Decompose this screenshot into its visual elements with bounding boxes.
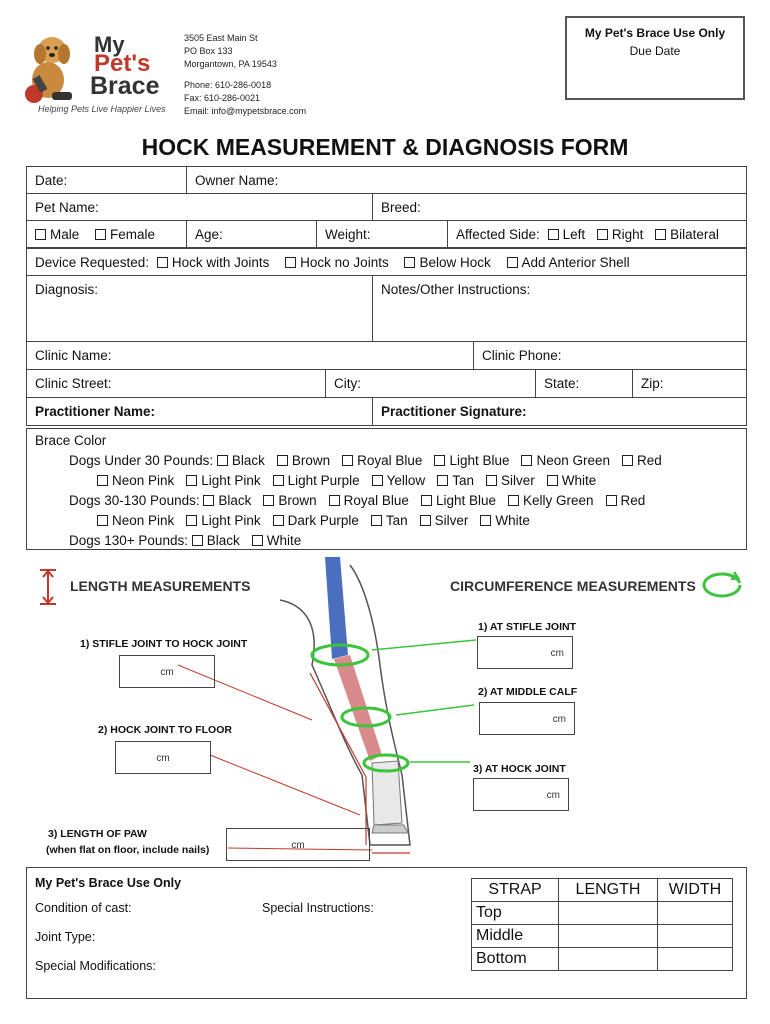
length3-note: (when flat on floor, include nails): [46, 844, 210, 856]
midb-checkbox-3[interactable]: [371, 515, 382, 526]
over130-options: [192, 533, 314, 548]
circ1-label: 1) AT STIFLE JOINT: [478, 621, 577, 633]
device-requested-label: Device Requested:: [35, 255, 150, 270]
form-title: HOCK MEASUREMENT & DIAGNOSIS FORM: [141, 134, 629, 160]
mid-checkbox-4[interactable]: [508, 495, 519, 506]
under30b-option-label: Tan: [452, 473, 474, 488]
under30-option-label: Light Blue: [449, 453, 510, 468]
midb-checkbox-2[interactable]: [273, 515, 284, 526]
under30b-option-0[interactable]: [97, 473, 174, 488]
under30b-option-2[interactable]: [273, 473, 360, 488]
midb-option-5[interactable]: [480, 513, 530, 528]
under30b-checkbox-2[interactable]: [273, 475, 284, 486]
mid-checkbox-0[interactable]: [203, 495, 214, 506]
under30-option-label: Black: [231, 453, 265, 468]
dog-logo-icon: [24, 30, 94, 108]
special-instructions-label: Special Instructions:: [262, 901, 374, 915]
strap-row-top: Top: [472, 902, 559, 925]
midb-option-label: Dark Purple: [287, 513, 359, 528]
owner-name-field[interactable]: [186, 166, 747, 194]
hock-no-joints-label: Hock no Joints: [300, 255, 389, 270]
clinic-name-field[interactable]: [26, 341, 474, 370]
under30-options-row2: [35, 471, 738, 491]
length1-unit: cm: [160, 667, 174, 678]
age-label: Age:: [195, 227, 223, 242]
bilateral-checkbox[interactable]: [655, 229, 666, 240]
under30-label: Dogs Under 30 Pounds:: [69, 453, 214, 468]
clinic-phone-label: Clinic Phone:: [482, 348, 562, 363]
brace-color-title: Brace Color: [35, 433, 107, 448]
circ3-input[interactable]: [473, 778, 569, 811]
mid-checkbox-3[interactable]: [421, 495, 432, 506]
under30-option-3[interactable]: [434, 453, 509, 468]
mid-checkbox-5[interactable]: [606, 495, 617, 506]
office-use-box[interactable]: [565, 16, 745, 100]
under30-checkbox-3[interactable]: [434, 455, 445, 466]
address-phone: Phone: 610-286-0018: [184, 80, 272, 90]
notes-field[interactable]: [372, 275, 747, 342]
mid-option-label: Royal Blue: [343, 493, 409, 508]
pet-name-field[interactable]: [26, 193, 373, 221]
below-hock-option[interactable]: [404, 255, 490, 270]
address-po: PO Box 133: [184, 46, 233, 56]
top-length-cell[interactable]: [559, 902, 658, 925]
circ2-unit: cm: [552, 714, 566, 725]
affected-side-field: [447, 220, 747, 248]
middle-length-cell[interactable]: [559, 925, 658, 948]
under30-option-label: Brown: [291, 453, 331, 468]
mid-label: Dogs 30-130 Pounds:: [69, 493, 200, 508]
under30-option-0[interactable]: [217, 453, 265, 468]
over130-option-1[interactable]: [252, 533, 302, 548]
over130-option-label: Black: [206, 533, 240, 548]
breed-label: Breed:: [381, 200, 421, 215]
under30b-option-1[interactable]: [186, 473, 260, 488]
hock-joints-label: Hock with Joints: [171, 255, 270, 270]
owner-name-label: Owner Name:: [195, 173, 279, 188]
due-date-label: Due Date: [629, 44, 681, 58]
under30b-checkbox-5[interactable]: [486, 475, 497, 486]
under30b-option-3[interactable]: [372, 473, 426, 488]
under30b-option-label: Light Purple: [287, 473, 360, 488]
circ1-unit: cm: [550, 648, 564, 659]
midb-checkbox-0[interactable]: [97, 515, 108, 526]
bilateral-label: Bilateral: [670, 227, 719, 242]
under30-option-label: Red: [637, 453, 662, 468]
under30b-option-6[interactable]: [547, 473, 597, 488]
under30-checkbox-5[interactable]: [622, 455, 633, 466]
under30b-checkbox-0[interactable]: [97, 475, 108, 486]
under30b-option-label: Silver: [500, 473, 535, 488]
male-checkbox[interactable]: [35, 229, 46, 240]
midb-option-label: Tan: [385, 513, 408, 528]
mid-option-2[interactable]: [329, 493, 409, 508]
under30-checkbox-1[interactable]: [277, 455, 288, 466]
mid-option-3[interactable]: [421, 493, 496, 508]
over130-option-label: White: [266, 533, 302, 548]
left-label: Left: [562, 227, 586, 242]
strap-row-middle: Middle: [472, 925, 559, 948]
mid-option-4[interactable]: [508, 493, 594, 508]
midb-option-2[interactable]: [273, 513, 359, 528]
anterior-shell-checkbox[interactable]: [507, 257, 518, 268]
mid-options-row2: [35, 511, 738, 531]
over130-checkbox-0[interactable]: [192, 535, 203, 546]
diagnosis-field[interactable]: [26, 275, 373, 342]
brand-pets: Pet's: [94, 50, 151, 77]
anterior-shell-option[interactable]: [507, 255, 630, 270]
practitioner-name-field[interactable]: [26, 397, 373, 426]
female-option[interactable]: [95, 227, 155, 242]
mid-option-5[interactable]: [606, 493, 646, 508]
strap-table: [471, 878, 733, 971]
date-field[interactable]: [26, 166, 187, 194]
female-checkbox[interactable]: [95, 229, 106, 240]
midb-checkbox-5[interactable]: [480, 515, 491, 526]
midb-option-label: Silver: [434, 513, 469, 528]
under30-option-5[interactable]: [622, 453, 662, 468]
length-header: LENGTH: [559, 879, 658, 902]
breed-field[interactable]: [372, 193, 747, 221]
below-hock-label: Below Hock: [419, 255, 491, 270]
circ2-input[interactable]: [479, 702, 575, 735]
strap-header: STRAP: [472, 879, 559, 902]
notes-label: Notes/Other Instructions:: [381, 282, 531, 297]
address-email: Email: info@mypetsbrace.com: [184, 106, 307, 116]
length-title: LENGTH MEASUREMENTS: [70, 578, 251, 594]
circumference-title: CIRCUMFERENCE MEASUREMENTS: [450, 578, 696, 594]
under30b-option-label: Yellow: [386, 473, 426, 488]
midb-checkbox-1[interactable]: [186, 515, 197, 526]
city-label: City:: [334, 376, 361, 391]
brand-tagline: Helping Pets Live Happier Lives: [38, 104, 166, 114]
brand-my: My: [94, 32, 125, 57]
condition-label: Condition of cast:: [35, 901, 132, 915]
right-checkbox[interactable]: [597, 229, 608, 240]
address-fax: Fax: 610-286-0021: [184, 93, 261, 103]
state-label: State:: [544, 376, 580, 391]
under30-option-1[interactable]: [277, 453, 330, 468]
length1-input[interactable]: [119, 655, 215, 688]
brace-color-section: [26, 428, 747, 550]
midb-option-label: White: [495, 513, 530, 528]
hock-no-joints-checkbox[interactable]: [285, 257, 296, 268]
over130-option-0[interactable]: [192, 533, 240, 548]
under30-options-row1: [217, 453, 674, 468]
mid-option-label: Black: [218, 493, 252, 508]
male-option[interactable]: [35, 227, 79, 242]
under30b-option-label: White: [561, 473, 597, 488]
special-modifications-label: Special Modifications:: [35, 959, 156, 973]
top-width-cell[interactable]: [658, 902, 733, 925]
under30b-checkbox-1[interactable]: [186, 475, 197, 486]
midb-option-label: Light Pink: [201, 513, 261, 528]
under30b-checkbox-6[interactable]: [547, 475, 558, 486]
bottom-width-cell[interactable]: [658, 948, 733, 971]
bottom-length-cell[interactable]: [559, 948, 658, 971]
affected-side-label: Affected Side:: [456, 227, 540, 242]
mid-option-label: Brown: [278, 493, 317, 508]
right-label: Right: [611, 227, 644, 242]
clinic-phone-field[interactable]: [473, 341, 747, 370]
address-street: 3505 East Main St: [184, 33, 258, 43]
length2-input[interactable]: [115, 741, 211, 774]
length3-label: 3) LENGTH OF PAW: [48, 828, 147, 840]
below-hock-checkbox[interactable]: [404, 257, 415, 268]
clinic-street-label: Clinic Street:: [35, 376, 112, 391]
state-field[interactable]: [535, 369, 633, 398]
circ1-input[interactable]: [477, 636, 573, 669]
hock-joints-option[interactable]: [157, 255, 270, 270]
mid-option-label: Kelly Green: [522, 493, 594, 508]
under30b-option-label: Light Pink: [201, 473, 261, 488]
male-label: Male: [50, 227, 80, 242]
under30b-option-label: Neon Pink: [112, 473, 175, 488]
practitioner-name-label: Practitioner Name:: [35, 404, 156, 419]
logo: [20, 28, 170, 120]
hock-joints-checkbox[interactable]: [157, 257, 168, 268]
under30b-option-4[interactable]: [437, 473, 474, 488]
midb-option-4[interactable]: [420, 513, 469, 528]
clinic-street-field[interactable]: [26, 369, 326, 398]
mid-options-row1: [203, 493, 657, 508]
under30-option-label: Neon Green: [536, 453, 611, 468]
strap-row-bottom: Bottom: [472, 948, 559, 971]
left-checkbox[interactable]: [548, 229, 559, 240]
hock-no-joints-option[interactable]: [285, 255, 389, 270]
weight-field[interactable]: [316, 220, 448, 248]
diagnosis-label: Diagnosis:: [35, 282, 99, 297]
under30b-option-5[interactable]: [486, 473, 535, 488]
length3-unit: cm: [291, 840, 305, 851]
office-use-title: My Pet's Brace Use Only: [584, 26, 726, 40]
middle-width-cell[interactable]: [658, 925, 733, 948]
over130-label: Dogs 130+ Pounds:: [69, 533, 188, 548]
length1-label: 1) STIFLE JOINT TO HOCK JOINT: [80, 638, 248, 650]
width-header: WIDTH: [658, 879, 733, 902]
zip-label: Zip:: [641, 376, 664, 391]
under30b-checkbox-3[interactable]: [372, 475, 383, 486]
city-field[interactable]: [325, 369, 536, 398]
office-use-bottom-title: My Pet's Brace Use Only: [35, 876, 182, 890]
brand-brace: Brace: [90, 72, 160, 100]
device-requested-field: [26, 248, 747, 276]
midb-option-3[interactable]: [371, 513, 408, 528]
midb-option-0[interactable]: [97, 513, 174, 528]
right-option[interactable]: [597, 227, 644, 242]
age-field[interactable]: [186, 220, 317, 248]
mid-option-1[interactable]: [263, 493, 316, 508]
midb-checkbox-4[interactable]: [420, 515, 431, 526]
sex-field: [26, 220, 187, 248]
pet-name-label: Pet Name:: [35, 200, 99, 215]
left-option[interactable]: [548, 227, 586, 242]
date-label: Date:: [35, 173, 68, 188]
clinic-name-label: Clinic Name:: [35, 348, 112, 363]
circ3-label: 3) AT HOCK JOINT: [473, 763, 566, 775]
address-city: Morgantown, PA 19543: [184, 59, 277, 69]
anterior-shell-label: Add Anterior Shell: [521, 255, 630, 270]
female-label: Female: [110, 227, 156, 242]
mid-checkbox-1[interactable]: [263, 495, 274, 506]
practitioner-signature-label: Practitioner Signature:: [381, 404, 527, 419]
under30b-checkbox-4[interactable]: [437, 475, 448, 486]
over130-checkbox-1[interactable]: [252, 535, 263, 546]
midb-option-label: Neon Pink: [112, 513, 175, 528]
length2-label: 2) HOCK JOINT TO FLOOR: [98, 724, 232, 736]
practitioner-signature-field[interactable]: [372, 397, 747, 426]
weight-label: Weight:: [325, 227, 371, 242]
mid-checkbox-2[interactable]: [329, 495, 340, 506]
circumference-icon: [700, 570, 744, 600]
under30-checkbox-4[interactable]: [521, 455, 532, 466]
bilateral-option[interactable]: [655, 227, 719, 242]
length2-unit: cm: [156, 753, 170, 764]
under30-option-label: Royal Blue: [357, 453, 423, 468]
mid-option-label: Light Blue: [435, 493, 496, 508]
under30-checkbox-2[interactable]: [342, 455, 353, 466]
under30-option-2[interactable]: [342, 453, 422, 468]
under30-checkbox-0[interactable]: [217, 455, 228, 466]
address-block: [184, 32, 306, 118]
mid-option-label: Red: [620, 493, 646, 508]
circ3-unit: cm: [546, 790, 560, 801]
length3-input[interactable]: [226, 828, 370, 861]
zip-field[interactable]: [632, 369, 747, 398]
joint-type-label: Joint Type:: [35, 930, 96, 944]
midb-option-1[interactable]: [186, 513, 260, 528]
circ2-label: 2) AT MIDDLE CALF: [478, 686, 578, 698]
mid-option-0[interactable]: [203, 493, 251, 508]
under30-option-4[interactable]: [521, 453, 610, 468]
